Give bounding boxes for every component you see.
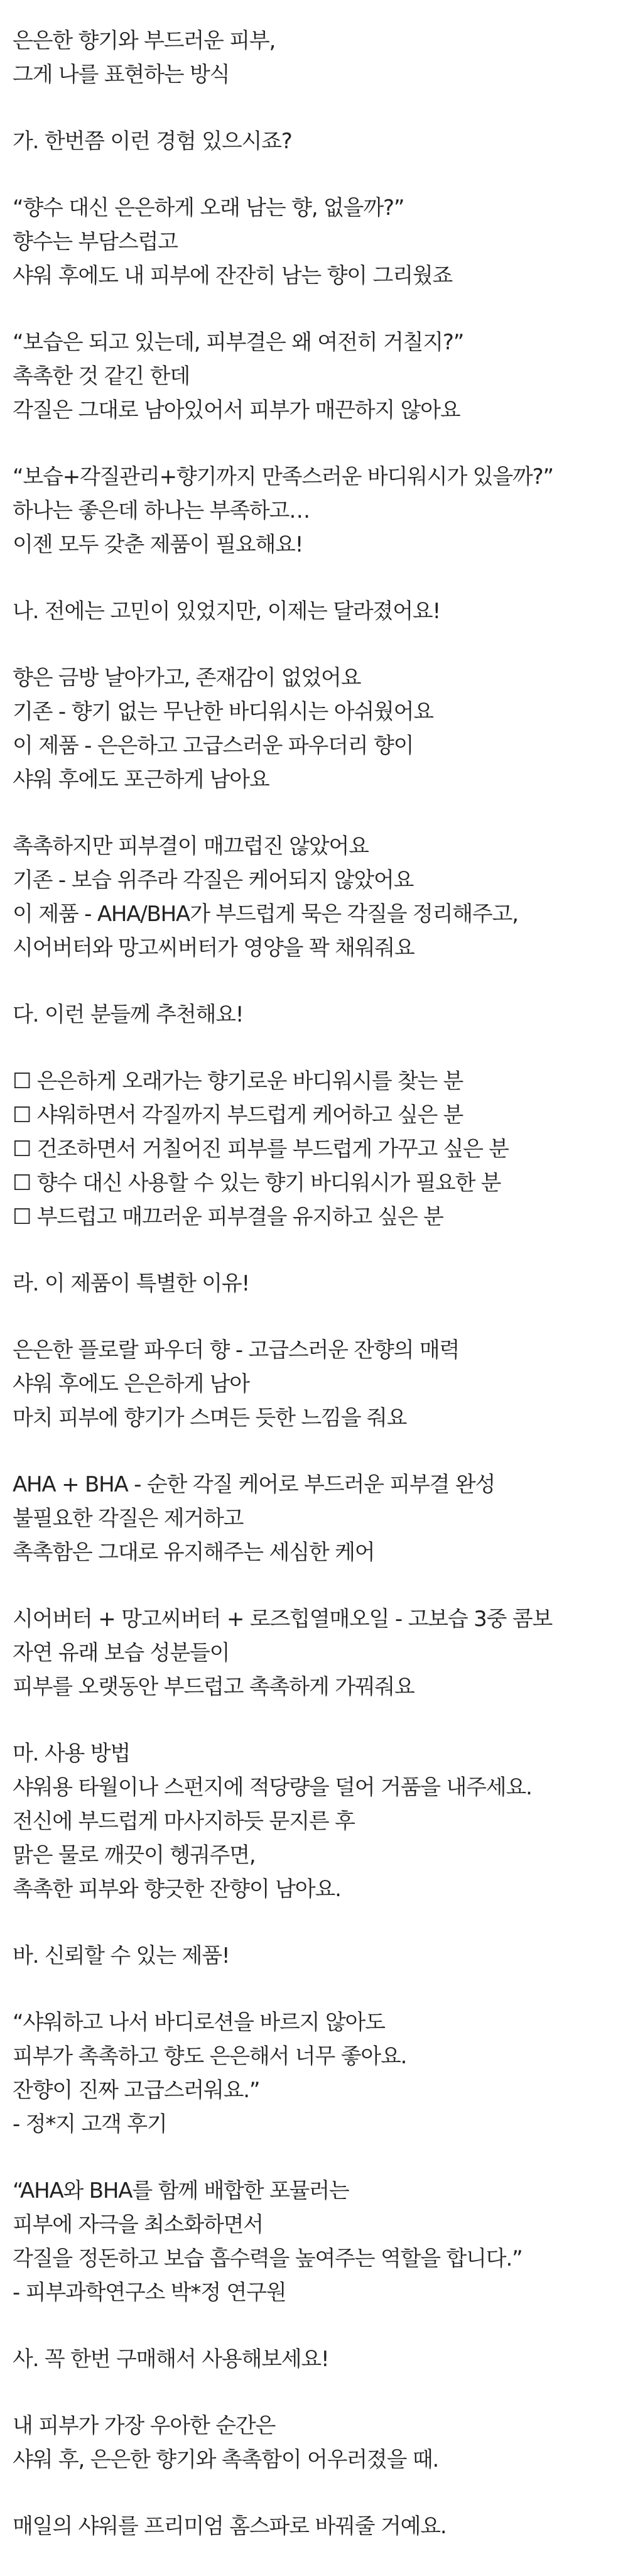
feature-aha-bha: [13, 1468, 615, 1569]
checklist-item: ☐ 향수 대신 사용할 수 있는 향기 바디워시가 필요한 분: [13, 1171, 501, 1196]
text-line: 자연 유래 보습 성분들이: [13, 1640, 230, 1666]
checklist-item: ☐ 은은하게 오래가는 향기로운 바디워시를 찾는 분: [13, 1069, 463, 1094]
checklist-item: ☐ 샤워하면서 각질까지 부드럽게 케어하고 싶은 분: [13, 1103, 463, 1128]
usage-instructions: [13, 1737, 615, 1906]
closing-message: [13, 2409, 615, 2477]
text-line: 바. 신뢰할 수 있는 제품!: [13, 1943, 230, 1968]
text-line: 나. 전에는 고민이 있었지만, 이제는 달라졌어요!: [13, 599, 440, 624]
text-line: 샤워용 타월이나 스펀지에 적당량을 덜어 거품을 내주세요.: [13, 1775, 532, 1800]
before-after-skin-texture: [13, 829, 615, 965]
text-line: 내 피부가 가장 우아한 순간은: [13, 2413, 276, 2438]
text-line: 시어버터와 망고씨버터가 영양을 꽉 채워줘요: [13, 936, 414, 961]
text-line: 피부에 자극을 최소화하면서: [13, 2212, 263, 2237]
text-line: 이젠 모두 갖춘 제품이 필요해요!: [13, 532, 303, 557]
checklist-item: ☐ 건조하면서 거칠어진 피부를 부드럽게 가꾸고 싶은 분: [13, 1137, 509, 1162]
recommendation-checklist: [13, 1064, 615, 1234]
text-line: 샤워 후에도 내 피부에 잔잔히 남는 향이 그리웠죠: [13, 263, 453, 288]
text-line: 그게 나를 표현하는 방식: [13, 62, 230, 87]
intro-heading: [13, 24, 615, 92]
experience-quote-fragrance: [13, 191, 615, 293]
text-line: 불필요한 각질은 제거하고: [13, 1506, 244, 1531]
feature-floral-powder-scent: [13, 1333, 615, 1435]
text-line: 샤워 후에도 은은하게 남아: [13, 1372, 249, 1397]
text-line: - 피부과학연구소 박*정 연구원: [13, 2280, 286, 2305]
text-line: 향수는 부담스럽고: [13, 229, 178, 254]
product-description-text: [13, 24, 615, 2576]
section-heading-ga: [13, 124, 615, 158]
before-after-fragrance: [13, 661, 615, 797]
text-line: 촉촉함은 그대로 유지해주는 세심한 케어: [13, 1540, 375, 1565]
section-heading-ba: [13, 1939, 615, 1973]
section-heading-ra: [13, 1267, 615, 1301]
text-line: 은은한 플로랄 파우더 향 - 고급스러운 잔향의 매력: [13, 1338, 460, 1363]
text-line: 촉촉하지만 피부결이 매끄럽진 않았어요: [13, 834, 369, 859]
expert-quote: [13, 2174, 615, 2310]
text-line: 기존 - 보습 위주라 각질은 케어되지 않았어요: [13, 868, 414, 893]
text-line: AHA + BHA - 순한 각질 케어로 부드러운 피부결 완성: [13, 1472, 495, 1497]
section-heading-sa: [13, 2342, 615, 2376]
closing-tagline: [13, 2509, 615, 2543]
text-line: 각질을 정돈하고 보습 흡수력을 높여주는 역할을 합니다.”: [13, 2246, 522, 2271]
text-line: 잔향이 진짜 고급스러워요.”: [13, 2078, 260, 2103]
feature-triple-moisture: [13, 1602, 615, 1704]
text-line: 가. 한번쯤 이런 경험 있으시죠?: [13, 129, 292, 154]
checklist-item: ☐ 부드럽고 매끄러운 피부결을 유지하고 싶은 분: [13, 1204, 443, 1230]
text-line: “AHA와 BHA를 함께 배합한 포뮬러는: [13, 2178, 349, 2203]
text-line: 매일의 샤워를 프리미엄 홈스파로 바꿔줄 거예요.: [13, 2514, 447, 2539]
text-line: 향은 금방 날아가고, 존재감이 없었어요: [13, 665, 361, 690]
text-line: 하나는 좋은데 하나는 부족하고…: [13, 498, 310, 523]
text-line: 시어버터 + 망고씨버터 + 로즈힙열매오일 - 고보습 3중 콤보: [13, 1607, 553, 1632]
text-line: 사. 꼭 한번 구매해서 사용해보세요!: [13, 2347, 329, 2372]
text-line: 전신에 부드럽게 마사지하듯 문지른 후: [13, 1809, 355, 1834]
section-heading-da: [13, 998, 615, 1032]
text-line: 촉촉한 것 같긴 한데: [13, 364, 190, 389]
text-line: “보습은 되고 있는데, 피부결은 왜 여전히 거칠지?”: [13, 330, 464, 355]
text-line: “향수 대신 은은하게 오래 남는 향, 없을까?”: [13, 195, 404, 221]
section-heading-na: [13, 594, 615, 628]
text-line: 각질은 그대로 남아있어서 피부가 매끈하지 않아요: [13, 398, 460, 423]
text-line: - 정*지 고객 후기: [13, 2112, 167, 2137]
experience-quote-all-in-one: [13, 460, 615, 562]
text-line: 샤워 후에도 포근하게 남아요: [13, 767, 269, 792]
text-line: 기존 - 향기 없는 무난한 바디워시는 아쉬웠어요: [13, 699, 433, 724]
text-line: 이 제품 - AHA/BHA가 부드럽게 묵은 각질을 정리해주고,: [13, 902, 518, 927]
text-line: 촉촉한 피부와 향긋한 잔향이 남아요.: [13, 1877, 341, 1902]
experience-quote-moisture: [13, 325, 615, 427]
text-line: 피부가 촉촉하고 향도 은은해서 너무 좋아요.: [13, 2044, 407, 2069]
text-line: “샤워하고 나서 바디로션을 바르지 않아도: [13, 2010, 385, 2035]
text-line: 맑은 물로 깨끗이 헹궈주면,: [13, 1843, 256, 1868]
text-line: 라. 이 제품이 특별한 이유!: [13, 1271, 249, 1296]
text-line: 샤워 후, 은은한 향기와 촉촉함이 어우러졌을 때.: [13, 2447, 439, 2472]
text-line: 피부를 오랫동안 부드럽고 촉촉하게 가꿔줘요: [13, 1674, 414, 1700]
customer-review: [13, 2006, 615, 2141]
text-line: 마. 사용 방법: [13, 1741, 131, 1766]
text-line: 마치 피부에 향기가 스며든 듯한 느낌을 줘요: [13, 1405, 407, 1431]
text-line: 이 제품 - 은은하고 고급스러운 파우더리 향이: [13, 733, 414, 758]
text-line: 다. 이런 분들께 추천해요!: [13, 1002, 244, 1027]
text-line: “보습+각질관리+향기까지 만족스러운 바디워시가 있을까?”: [13, 464, 553, 489]
text-line: 은은한 향기와 부드러운 피부,: [13, 28, 276, 53]
